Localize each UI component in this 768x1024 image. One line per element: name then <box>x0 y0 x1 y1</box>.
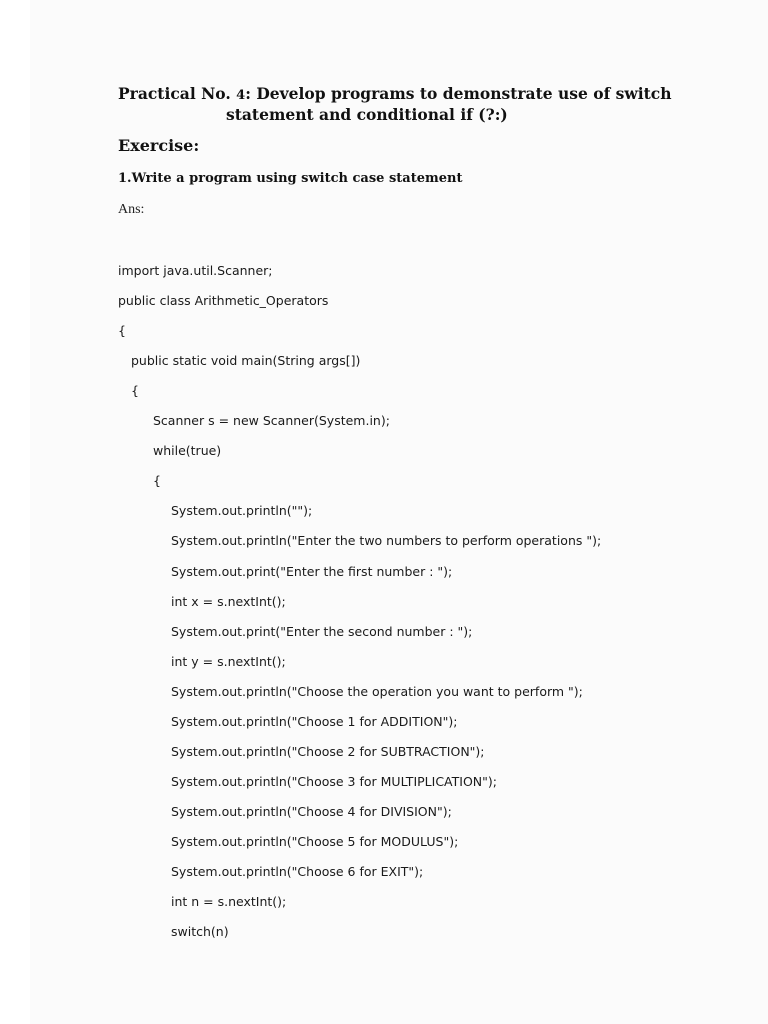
code-line: System.out.println("Choose 3 for MULTIPLICATION"); <box>171 774 497 789</box>
code-line: int y = s.nextInt(); <box>171 654 286 669</box>
code-line: System.out.print("Enter the first number : "); <box>171 564 453 579</box>
code-line: System.out.print("Enter the second number : "); <box>171 624 473 639</box>
code-line: System.out.println("Enter the two numbers to perform operations "); <box>171 533 602 548</box>
answer-label: Ans: <box>118 202 145 217</box>
code-line: switch(n) <box>171 924 229 939</box>
practical-number: 4 <box>236 88 246 103</box>
code-line: System.out.println("Choose 5 for MODULUS"); <box>171 834 459 849</box>
code-line: public static void main(String args[]) <box>131 353 361 368</box>
code-line: System.out.println("Choose 6 for EXIT"); <box>171 864 424 879</box>
code-line: import java.util.Scanner; <box>118 263 273 278</box>
code-line: { <box>131 383 139 398</box>
code-line: System.out.println("Choose 1 for ADDITION"); <box>171 714 458 729</box>
code-line: System.out.println("Choose 2 for SUBTRACTION"); <box>171 744 485 759</box>
code-line: Scanner s = new Scanner(System.in); <box>153 413 390 428</box>
code-line: System.out.println(""); <box>171 503 313 518</box>
title-prefix: Practical No. <box>118 84 237 103</box>
page-title <box>118 84 671 124</box>
code-line: int n = s.nextInt(); <box>171 894 287 909</box>
code-line: { <box>153 473 161 488</box>
code-line: public class Arithmetic_Operators <box>118 293 329 308</box>
code-line: while(true) <box>153 443 222 458</box>
title-line2: statement and conditional if (?:) <box>226 105 508 124</box>
code-line: { <box>118 323 126 338</box>
question-text: 1.Write a program using switch case statement <box>118 171 463 186</box>
code-line: System.out.println("Choose the operation you want to perform "); <box>171 684 583 699</box>
title-line1: : Develop programs to demonstrate use of switch <box>245 84 672 103</box>
exercise-heading: Exercise: <box>118 136 200 155</box>
code-line: System.out.println("Choose 4 for DIVISION"); <box>171 804 452 819</box>
code-line: int x = s.nextInt(); <box>171 594 286 609</box>
page-margin <box>0 0 30 1024</box>
